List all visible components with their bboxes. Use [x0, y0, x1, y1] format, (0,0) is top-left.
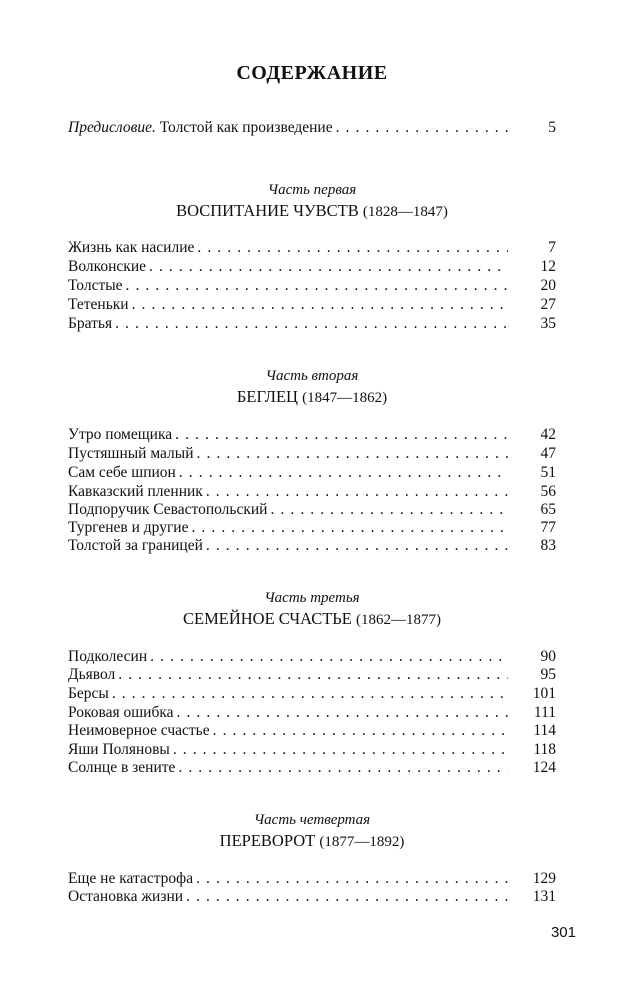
part-years: (1828—1847) [362, 204, 448, 220]
leader-dots [115, 314, 508, 333]
leader-dots [206, 482, 508, 501]
toc-entry-title: Яши Поляновы [68, 741, 170, 758]
part-title [68, 609, 556, 629]
toc-entry-title: Утро помещика [68, 426, 173, 443]
toc-entry-title: Сам себе шпион [68, 464, 176, 481]
toc-entry[interactable] [68, 721, 556, 740]
leader-dots [173, 740, 508, 759]
toc-entry-title [68, 118, 333, 137]
part-title-text: БЕГЛЕЦ [236, 387, 298, 406]
leader-dots [126, 276, 508, 295]
leader-dots [186, 887, 508, 906]
part-title [68, 387, 556, 407]
toc-entry-page: 124 [532, 759, 556, 776]
toc-entry-title: Подколесин [68, 648, 148, 665]
leader-dots [206, 536, 508, 555]
toc-entry[interactable] [68, 314, 556, 333]
toc-entry-title: Неимоверное счастье [68, 722, 210, 739]
toc-entry-page: 7 [548, 239, 556, 256]
part-label: Часть четвертая [253, 812, 371, 828]
toc-entry-title: Жизнь как насилие [68, 239, 195, 256]
toc-entry-title: Дьявол [68, 666, 116, 683]
toc-entry-page: 131 [532, 888, 556, 905]
toc-entry-page: 35 [540, 315, 556, 332]
toc-entry-page: 118 [533, 741, 556, 758]
leader-dots [197, 238, 508, 257]
toc-entry[interactable] [68, 740, 556, 759]
preface-label-italic: Предисловие. [68, 119, 156, 136]
toc-entry[interactable] [68, 463, 556, 482]
toc-entry-page: 56 [540, 483, 556, 500]
toc-entry-page: 65 [540, 501, 556, 518]
toc-entry[interactable] [68, 536, 556, 555]
leader-dots [175, 425, 508, 444]
leader-dots [150, 647, 508, 666]
toc-entry[interactable] [68, 257, 556, 276]
toc-entry[interactable] [68, 758, 556, 777]
toc-entry-preface[interactable] [68, 118, 556, 137]
toc-entry[interactable] [68, 238, 556, 257]
toc-title: СОДЕРЖАНИЕ [236, 62, 388, 84]
toc-entry[interactable] [68, 647, 556, 666]
toc-entry-page: 83 [540, 537, 556, 554]
toc-entry[interactable] [68, 295, 556, 314]
toc-entry-title: Толстой за границей [68, 537, 203, 554]
toc-entry-title: Пустяшный малый [68, 445, 194, 462]
toc-entry-title: Кавказский пленник [68, 483, 203, 500]
toc-entry-page: 27 [540, 296, 556, 313]
part-years: (1877—1892) [319, 834, 405, 850]
toc-entry-title: Волконские [68, 258, 146, 275]
toc-entry[interactable] [68, 425, 556, 444]
leader-dots [270, 500, 508, 519]
part-years: (1862—1877) [355, 612, 441, 628]
toc-entry-page: 47 [540, 445, 556, 462]
toc-entry-page: 101 [532, 685, 556, 702]
preface-label-rest: Толстой как произведение [155, 119, 333, 136]
toc-entry-page: 90 [540, 648, 556, 665]
toc-entry[interactable] [68, 276, 556, 295]
part-title-text: ПЕРЕВОРОТ [219, 831, 316, 850]
leader-dots [118, 665, 508, 684]
part-title [68, 201, 556, 221]
leader-dots [179, 463, 508, 482]
toc-entry[interactable] [68, 518, 556, 537]
toc-entry[interactable] [68, 887, 556, 906]
leader-dots [336, 118, 508, 137]
toc-entry-page: 12 [540, 258, 556, 275]
toc-entry-title: Толстые [68, 277, 123, 294]
toc-entry-page: 51 [540, 464, 556, 481]
toc-entry-title: Роковая ошибка [68, 704, 174, 721]
toc-entry-page: 20 [540, 277, 556, 294]
toc-entry-title: Еще не катастрофа [68, 870, 194, 887]
toc-entry[interactable] [68, 500, 556, 519]
part-label: Часть первая [267, 182, 357, 198]
toc-entry-page: 114 [533, 722, 556, 739]
page-number: 301 [550, 924, 576, 941]
leader-dots [112, 684, 508, 703]
part-title [68, 831, 556, 851]
leader-dots [132, 295, 508, 314]
toc-entry-title: Остановка жизни [68, 888, 184, 905]
toc-entry-title: Подпоручик Севастопольский [68, 501, 268, 518]
leader-dots [177, 703, 508, 722]
toc-entry-title: Солнце в зените [68, 759, 176, 776]
toc-entry[interactable] [68, 684, 556, 703]
toc-entry[interactable] [68, 703, 556, 722]
toc-entry-page: 5 [548, 119, 556, 136]
toc-entry-title: Тетеньки [68, 296, 129, 313]
toc-entry-title: Тургенев и другие [68, 519, 189, 536]
leader-dots [178, 758, 508, 777]
toc-entry[interactable] [68, 869, 556, 888]
leader-dots [191, 518, 508, 537]
part-years: (1847—1862) [302, 390, 388, 406]
part-label: Часть третья [264, 590, 360, 606]
toc-entry-title: Братья [68, 315, 113, 332]
toc-entry-page: 95 [540, 666, 556, 683]
part-title-text: СЕМЕЙНОЕ СЧАСТЬЕ [183, 609, 352, 628]
part-title-text: ВОСПИТАНИЕ ЧУВСТВ [176, 201, 359, 220]
toc-entry[interactable] [68, 482, 556, 501]
leader-dots [196, 869, 508, 888]
toc-entry-page: 42 [540, 426, 556, 443]
toc-entry-title: Берсы [68, 685, 109, 702]
leader-dots [197, 444, 509, 463]
toc-entry-page: 111 [533, 704, 556, 721]
part-label: Часть вторая [265, 368, 359, 384]
leader-dots [149, 257, 508, 276]
toc-entry-page: 129 [532, 870, 556, 887]
toc-entry-page: 77 [540, 519, 556, 536]
toc-entry[interactable] [68, 444, 556, 463]
toc-entry[interactable] [68, 665, 556, 684]
leader-dots [213, 721, 508, 740]
